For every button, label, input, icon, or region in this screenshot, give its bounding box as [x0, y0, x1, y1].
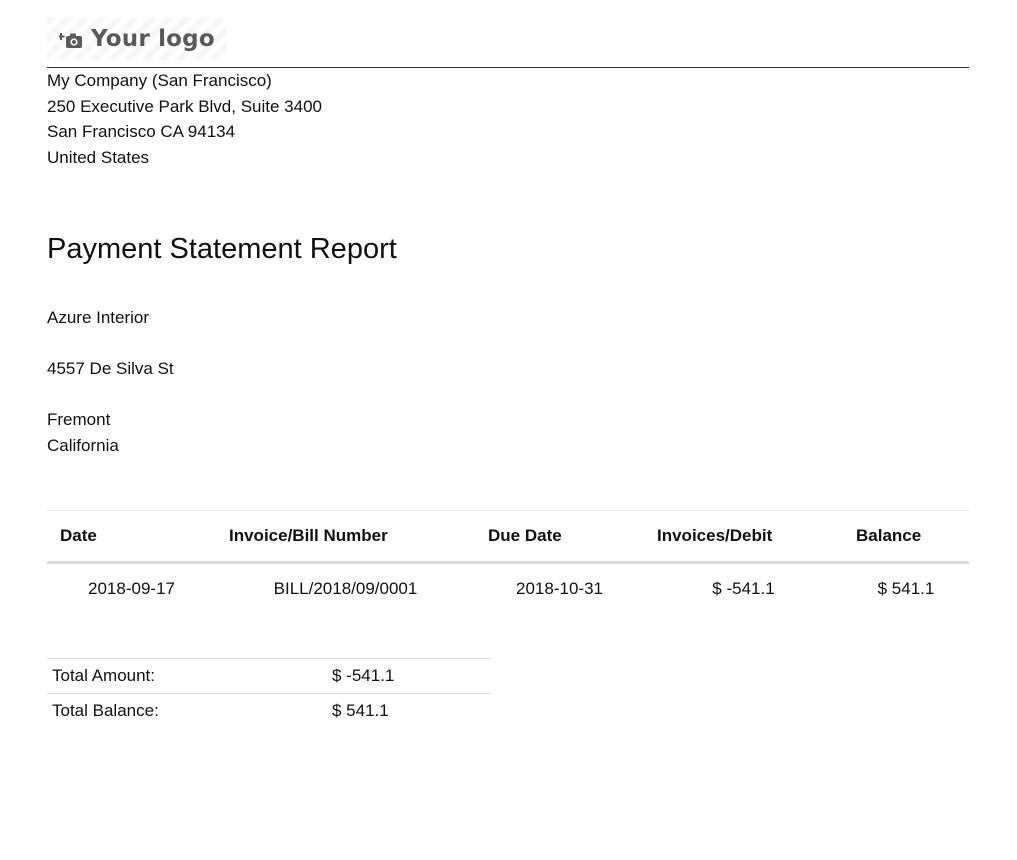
column-header-date: Date [60, 526, 97, 545]
cell-invoice-number: BILL/2018/09/0001 [273, 579, 418, 598]
partner-state: California [47, 435, 119, 455]
partner-city: Fremont [47, 410, 111, 429]
total-balance-label: Total Balance: [52, 701, 159, 720]
totals-table [47, 658, 492, 728]
table-row [47, 563, 969, 615]
logo-text: Your logo [91, 26, 215, 52]
company-street: 250 Executive Park Blvd, Suite 3400 [47, 96, 322, 116]
column-header-invoices-debit: Invoices/Debit [657, 526, 773, 545]
total-amount-row [47, 659, 492, 694]
total-balance-row [47, 694, 492, 729]
company-country: United States [47, 147, 150, 167]
cell-debit: $ -541.1 [712, 579, 775, 598]
cell-balance: $ 541.1 [877, 579, 935, 598]
partner-street: 4557 De Silva St [47, 359, 174, 378]
report-title: Payment Statement Report [47, 233, 397, 265]
total-amount-value: $ -541.1 [332, 666, 395, 685]
company-address [47, 68, 322, 170]
partner-name: Azure Interior [47, 308, 150, 327]
column-header-due-date: Due Date [488, 526, 562, 545]
column-header-invoice-number: Invoice/Bill Number [229, 526, 388, 545]
company-logo[interactable] [47, 18, 227, 60]
camera-plus-icon [59, 28, 83, 50]
total-balance-value: $ 541.1 [332, 701, 389, 720]
statement-table [47, 510, 969, 614]
total-amount-label: Total Amount: [52, 666, 156, 685]
cell-date: 2018-09-17 [88, 579, 175, 598]
cell-due-date: 2018-10-31 [516, 579, 603, 598]
company-name: My Company (San Francisco) [47, 71, 272, 90]
statement-header-row [47, 511, 969, 563]
partner-address [47, 305, 174, 458]
column-header-balance: Balance [856, 526, 922, 545]
company-city-line: San Francisco CA 94134 [47, 122, 236, 141]
report-header [47, 18, 969, 68]
